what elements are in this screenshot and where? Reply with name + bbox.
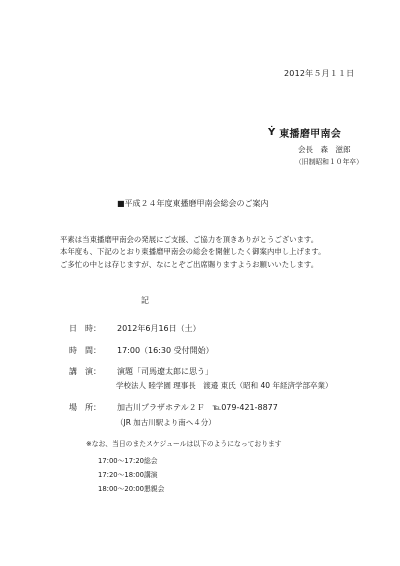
detail-place-row	[69, 402, 278, 413]
date-value: 2012年6月16日（土）	[117, 324, 201, 333]
organization-name: 東播磨甲南会	[279, 129, 342, 140]
place-label: 場 所：	[69, 403, 101, 412]
lecture-label: 講 演：	[69, 367, 101, 376]
greeting-paragraph	[60, 234, 325, 271]
detail-date-row	[69, 323, 201, 334]
president-class-year: （旧制昭和１０年卒）	[295, 158, 363, 166]
lecture-title: 演題「司馬遼太郎に思う」	[117, 367, 213, 376]
time-label: 時 間：	[69, 346, 101, 355]
schedule-item	[98, 455, 158, 465]
schedule-time: 17:00〜17:20	[98, 457, 144, 465]
ki-heading: 記	[141, 296, 149, 305]
schedule-event: 総会	[144, 457, 158, 465]
greeting-line: 本年度も、下記のとおり東播磨甲南会の総会を開催したく御案内申し上げます。	[60, 247, 326, 257]
place-value: 加古川プラザホテル２Ｆ ℡079-421-8877	[117, 403, 278, 412]
lecture-speaker: 学校法人 睦学園 理事長 渡邉 東氏（昭和 40 年経済学部卒業）	[116, 381, 333, 390]
kohnan-emblem-icon: Ẏ	[268, 126, 276, 138]
invitation-title: ■平成２４年度東播磨甲南会総会のご案内	[117, 199, 269, 208]
schedule-note: ※なお、当日のまたスケジュールは以下のようになっております	[86, 440, 282, 448]
schedule-time: 18:00〜20:00	[98, 485, 144, 493]
place-note: （JR 加古川駅より南へ４分）	[116, 418, 216, 427]
schedule-item	[98, 469, 158, 479]
letter-date: 2012年５月１１日	[284, 69, 355, 78]
greeting-line: ご多忙の中とは存じますが、なにとぞご出席賜りますようお願いいたします。	[60, 259, 319, 269]
greeting-line: 平素は当東播磨甲南会の発展にご支援、ご協力を頂きありがとうございます。	[60, 235, 319, 244]
time-value: 17:00（16:30 受付開始）	[117, 346, 214, 355]
date-label: 日 時：	[69, 324, 101, 333]
schedule-event: 講演	[144, 471, 158, 479]
president-name: 会長 森 滋郎	[298, 145, 351, 154]
schedule-item	[98, 483, 164, 493]
schedule-event: 懇親会	[144, 485, 165, 493]
detail-time-row	[69, 345, 214, 356]
schedule-time: 17:20〜18:00	[98, 471, 144, 479]
detail-lecture-row	[69, 366, 213, 377]
organization-header	[268, 125, 341, 140]
